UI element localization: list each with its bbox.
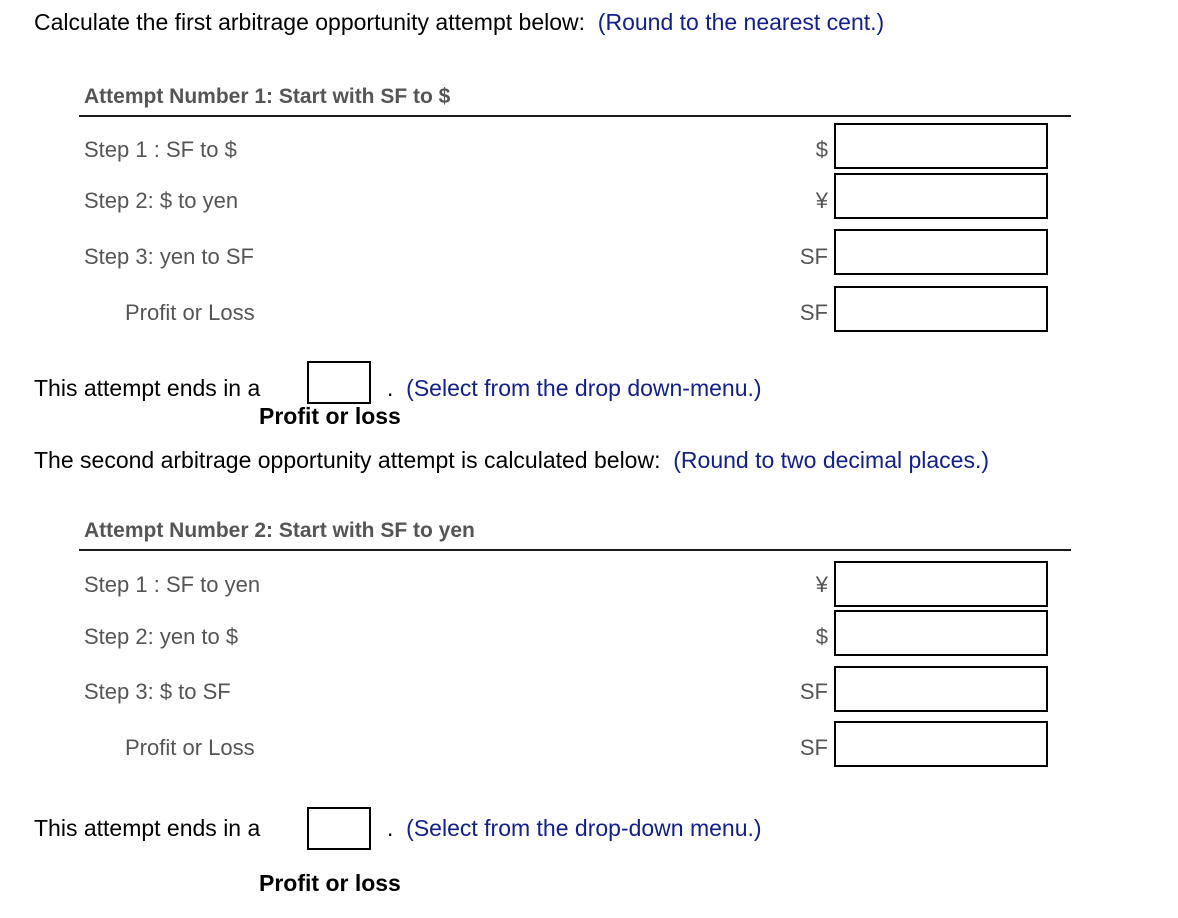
question2-text [34,447,989,474]
attempt2-dropdown-caption: Profit or loss [259,870,401,896]
attempt2-result-period: . [387,815,394,841]
attempt2-result-prefix: This attempt ends in a [34,815,261,841]
question1-text [34,9,884,36]
attempt1-step1-label: Step 1 : SF to $ [84,137,237,162]
attempt1-dropdown-caption: Profit or loss [259,403,401,429]
attempt2-profit-input[interactable] [834,721,1048,767]
attempt2-result-hint: (Select from the drop-down menu.) [406,815,762,841]
attempt1-step3-input[interactable] [834,229,1048,275]
attempt1-result-hint-line [387,375,762,402]
question2-prompt: The second arbitrage opportunity attempt is calculated below: [34,447,661,473]
attempt1-step3-label: Step 3: yen to SF [84,244,254,269]
attempt2-step1-input[interactable] [834,561,1048,607]
attempt1-step3-unit: SF [799,244,828,269]
attempt2-step1-unit: ¥ [815,572,828,597]
attempt2-step3-label: Step 3: $ to SF [84,679,231,704]
attempt1-result-prefix: This attempt ends in a [34,375,261,401]
attempt1-step2-input[interactable] [834,173,1048,219]
attempt1-divider [79,115,1071,117]
attempt1-profit-label: Profit or Loss [125,300,255,325]
attempt1-result-dropdown[interactable] [307,361,371,404]
attempt2-divider [79,549,1071,551]
question1-hint: (Round to the nearest cent.) [597,9,885,35]
attempt2-profit-label: Profit or Loss [125,735,255,760]
attempt2-step2-unit: $ [815,624,828,649]
attempt2-result-hint-line [387,815,762,842]
attempt1-result-period: . [387,375,394,401]
attempt1-profit-unit: SF [799,300,828,325]
attempt2-step2-label: Step 2: yen to $ [84,624,239,649]
attempt2-step1-label: Step 1 : SF to yen [84,572,261,597]
attempt2-step3-input[interactable] [834,666,1048,712]
attempt1-step2-unit: ¥ [815,188,828,213]
attempt1-step2-label: Step 2: $ to yen [84,188,239,213]
attempt2-title: Attempt Number 2: Start with SF to yen [84,519,475,542]
question2-hint: (Round to two decimal places.) [673,447,990,473]
attempt1-title: Attempt Number 1: Start with SF to $ [84,85,451,108]
attempt2-profit-unit: SF [799,735,828,760]
attempt1-result-hint: (Select from the drop down-menu.) [406,375,762,401]
attempt1-step1-unit: $ [815,137,828,162]
attempt2-result-dropdown[interactable] [307,807,371,850]
attempt2-step2-input[interactable] [834,610,1048,656]
attempt1-profit-input[interactable] [834,286,1048,332]
attempt2-step3-unit: SF [799,679,828,704]
attempt1-step1-input[interactable] [834,123,1048,169]
question1-prompt: Calculate the first arbitrage opportunity attempt below: [34,9,586,35]
